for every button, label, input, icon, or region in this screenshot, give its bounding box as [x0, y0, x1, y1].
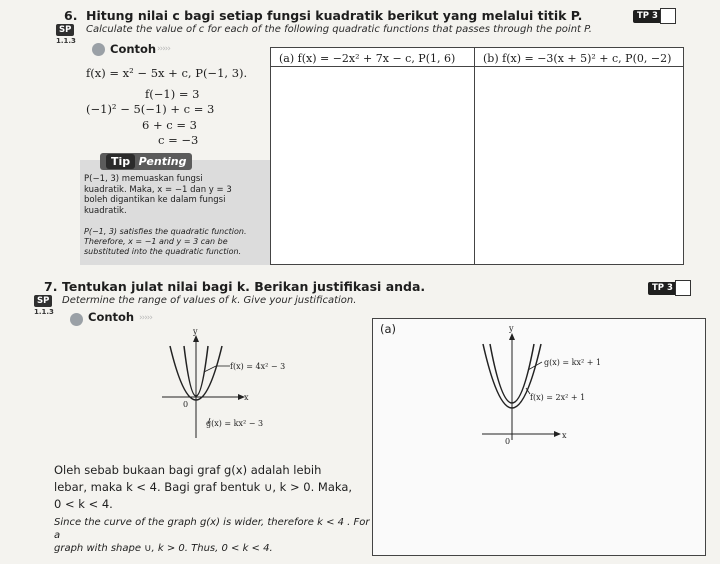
curve-f-label: f(x) = 4x² − 3: [230, 362, 286, 371]
tip-header: [100, 153, 192, 170]
tip-line: boleh digantikan ke dalam fungsi: [84, 195, 226, 205]
x-axis: [482, 431, 561, 437]
origin-label: 0: [183, 400, 189, 409]
tip-line: kuadratik.: [84, 205, 127, 216]
tip-label: Tip: [106, 154, 135, 169]
q7-title: Tentukan julat nilai bagi k. Berikan justifikasi anda.: [62, 279, 426, 294]
tip-en-line: substituted into the quadratic function.: [84, 247, 242, 256]
curve-f-label: f(x) = 2x² + 1: [530, 393, 586, 402]
y-axis-label: y: [509, 324, 514, 333]
explanation-en-line: graph with shape ∪, k > 0. Thus, 0 < k < 4.: [54, 543, 273, 554]
q6-step-2: (−1)² − 5(−1) + c = 3: [86, 102, 215, 116]
part-a-graph: [480, 322, 620, 450]
table-divider: [270, 66, 684, 67]
q7-english: Determine the range of values of k. Give your justification.: [62, 295, 357, 306]
origin-label: 0: [505, 437, 511, 446]
y-axis: [509, 333, 515, 440]
curve-g-label: g(x) = kx² − 3: [206, 419, 264, 428]
chevron-icon: ›››››: [157, 44, 170, 54]
explanation-line: 0 < k < 4.: [54, 497, 113, 511]
example-graph: [160, 326, 300, 446]
q6-tp-badge: TP 3: [633, 10, 662, 23]
q6-code: 1.1.3: [56, 37, 76, 45]
y-axis-label: y: [193, 327, 198, 336]
q7-example-label: Contoh: [88, 310, 135, 324]
explanation-en-line: Since the curve of the graph g(x) is wider, therefore k < 4 . For a: [54, 517, 370, 541]
q7-explanation-english: [54, 516, 370, 555]
chevron-icon: ›››››: [139, 313, 152, 323]
q6-part-a: (a) f(x) = −2x² + 7x − c, P(1, 6): [279, 52, 456, 65]
q6-answer-cell-b[interactable]: [474, 47, 684, 265]
q7-explanation: [54, 462, 370, 513]
q6-example-label: Contoh: [110, 42, 157, 56]
tip-line: kuadratik. Maka, x = −1 dan y = 3: [84, 184, 232, 195]
q7-sp-badge: SP: [34, 295, 52, 307]
explanation-line: Oleh sebab bukaan bagi graf g(x) adalah lebih: [54, 463, 322, 477]
q7-code: 1.1.3: [34, 308, 54, 316]
q6-tp-checkbox[interactable]: [660, 8, 676, 24]
q6-step-1: f(−1) = 3: [145, 87, 200, 101]
q6-part-b: (b) f(x) = −3(x + 5)² + c, P(0, −2): [483, 52, 672, 65]
q6-english: Calculate the value of c for each of the following quadratic functions that passes through the point P.: [86, 24, 592, 35]
explanation-line: lebar, maka k < 4. Bagi graf bentuk ∪, k > 0. Maka,: [54, 480, 353, 494]
tip-english: [84, 227, 270, 257]
q6-example-function: f(x) = x² − 5x + c, P(−1, 3).: [86, 66, 248, 80]
y-axis: [193, 335, 199, 438]
q6-step-3: 6 + c = 3: [142, 118, 197, 132]
x-axis-label: x: [244, 393, 249, 402]
q7-tp-badge: TP 3: [648, 282, 677, 295]
x-axis-label: x: [562, 431, 567, 440]
q7-tp-checkbox[interactable]: [675, 280, 691, 296]
tip-en-line: Therefore, x = −1 and y = 3 can be: [84, 237, 228, 246]
q6-answer-cell-a[interactable]: [270, 47, 476, 265]
tip-title: Penting: [138, 155, 187, 168]
example-icon: [70, 313, 83, 326]
q7-number: 7.: [44, 279, 58, 294]
tip-line: P(−1, 3) memuaskan fungsi: [84, 174, 203, 184]
q6-step-4: c = −3: [158, 133, 199, 147]
tip-text: [84, 174, 268, 216]
q7-part-a-label: (a): [380, 322, 397, 336]
curve-g-label: g(x) = kx² + 1: [544, 358, 602, 367]
q6-sp-badge: SP: [56, 24, 74, 36]
q6-title: Hitung nilai c bagi setiap fungsi kuadratik berikut yang melalui titik P.: [86, 8, 583, 23]
example-icon: [92, 43, 105, 56]
q6-number: 6.: [64, 8, 78, 23]
tip-en-line: P(−1, 3) satisfies the quadratic function.: [84, 227, 247, 236]
